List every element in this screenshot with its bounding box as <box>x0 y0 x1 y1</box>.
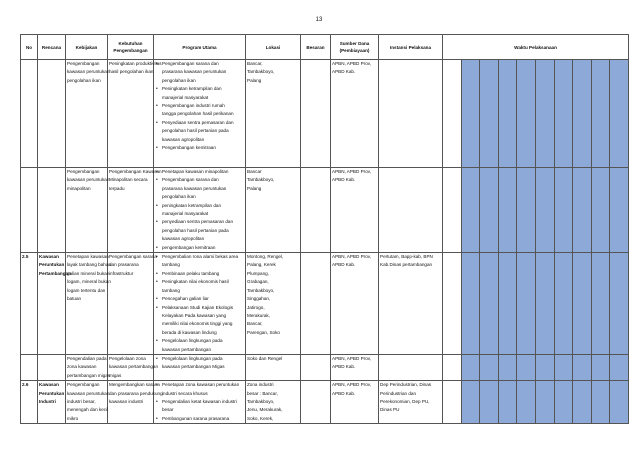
cell-kebijakan-line: Penetapan kawasan <box>67 254 109 260</box>
cell-kebutuhan-line: dan prasarana <box>109 262 139 268</box>
table-row <box>21 168 629 253</box>
cell-sumber <box>331 168 379 253</box>
cell-program <box>154 381 246 424</box>
cell-instansi-line: Kab.Dinas pertambangan <box>380 262 433 268</box>
schedule-cell-active <box>480 60 499 168</box>
cell-instansi <box>379 168 443 253</box>
header-sumber-line: (Pembiayaan) <box>339 48 370 53</box>
schedule-cell-empty <box>443 253 462 355</box>
program-item <box>155 415 244 423</box>
cell-lokasi-line: Bancar, <box>247 321 263 327</box>
schedule-cell-empty <box>443 60 462 168</box>
program-item-line: kawasan pertambangan <box>162 346 212 352</box>
schedule-cell-active <box>480 354 499 380</box>
program-item-line: • Pengembangan sarana dan <box>162 177 219 183</box>
cell-kebutuhan-line: kawasan pertambangan <box>109 364 159 370</box>
cell-rencana-line: Kawasan <box>39 382 59 388</box>
program-item <box>155 218 244 243</box>
schedule-cell-active <box>517 253 536 355</box>
cell-lokasi-line: Parengan, Soko <box>247 329 280 335</box>
schedule-cell-active <box>610 168 629 253</box>
program-item-line: • pengembangan kemitraan <box>162 244 216 250</box>
table-row <box>21 354 629 380</box>
cell-sumber-line: APBN, APBD Prov, <box>332 61 371 66</box>
program-item-line: industri secara khusus <box>162 390 208 396</box>
schedule-cell-active <box>535 60 554 168</box>
schedule-cell-active <box>498 253 517 355</box>
cell-kebijakan-line: logam tertentu dan <box>67 287 106 293</box>
program-item <box>155 244 244 252</box>
program-item <box>155 176 244 201</box>
program-item <box>155 337 244 354</box>
cell-besaran <box>301 253 331 355</box>
cell-rencana-line: Pertambangan <box>39 270 71 276</box>
schedule-cell-active <box>461 381 480 424</box>
cell-kebutuhan-line: terpadu <box>109 185 125 191</box>
program-item <box>155 102 244 119</box>
cell-kebijakan-line: menengah dan kecil <box>67 407 109 413</box>
cell-kebijakan-line: kawasan peruntukan <box>67 177 110 183</box>
table-row <box>21 60 629 168</box>
schedule-cell-active <box>591 381 610 424</box>
cell-kebutuhan-line: Mengembangkan sarana <box>109 382 160 388</box>
schedule-cell-active <box>517 60 536 168</box>
cell-lokasi <box>246 381 301 424</box>
header-kebutuhan-line: Kebutuhan <box>118 41 143 46</box>
program-list <box>155 60 244 152</box>
schedule-cell-active <box>517 354 536 380</box>
cell-instansi <box>379 381 443 424</box>
cell-sumber-line: APBD Kab. <box>332 262 356 268</box>
program-item-line: prasarana kawasan peruntukan <box>162 69 227 75</box>
schedule-cell-active <box>498 168 517 253</box>
program-item-line: tambang <box>162 287 180 293</box>
cell-sumber-line: APBD Kab. <box>332 364 356 370</box>
program-item-line: tambang <box>162 262 180 268</box>
cell-kebijakan-line: zona kawasan <box>67 364 97 370</box>
schedule-cell-active <box>498 381 517 424</box>
cell-kebutuhan-line: Peningkatan produktivitas <box>109 61 162 66</box>
cell-kebijakan <box>66 168 108 253</box>
cell-lokasi-line: Palang <box>247 77 262 83</box>
cell-kebutuhan <box>108 354 159 380</box>
program-list <box>155 355 244 372</box>
program-item <box>155 85 244 102</box>
schedule-cell-active <box>498 60 517 168</box>
cell-no <box>21 60 38 168</box>
program-item-line: pengolahan hasil pertanian pada <box>162 227 229 233</box>
header-kebijakan: Kebijakan <box>66 35 108 60</box>
cell-sumber <box>331 253 379 355</box>
program-item-line: manajerial masyarakat <box>162 211 209 217</box>
schedule-cell-active <box>480 253 499 355</box>
program-item <box>155 270 244 278</box>
schedule-cell-active <box>554 60 573 168</box>
program-item-line: • Penyediaan sentra pemasaran dan <box>162 119 234 125</box>
cell-rencana <box>38 60 66 168</box>
cell-kebijakan-line: layak tambang bahan <box>67 262 111 268</box>
program-item-line: • Pencegahan galian liar <box>162 296 209 302</box>
program-item-line: • Peningkatan nilai ekonomis hasil <box>162 279 229 285</box>
cell-lokasi-line: Jenu, Merakurak, <box>247 407 283 413</box>
cell-rencana <box>38 168 66 253</box>
program-item-line: • Pengelolaan lingkungan pada <box>162 338 223 344</box>
cell-instansi-line: Dinas PU <box>380 407 400 413</box>
cell-kebutuhan-line: kawasan industri <box>109 398 144 404</box>
cell-lokasi-line: Jatirogo, <box>247 304 265 310</box>
program-item-line: • Peningkatan ketrampilan dan <box>162 86 222 92</box>
schedule-cell-active <box>498 354 517 380</box>
cell-program <box>154 354 246 380</box>
cell-lokasi-line: Plumpang, <box>247 270 269 276</box>
cell-rencana <box>38 354 66 380</box>
schedule-cell-active <box>573 253 592 355</box>
cell-lokasi-line: Palang <box>247 185 262 191</box>
cell-kebijakan-line: batuan <box>67 296 82 302</box>
schedule-cell-active <box>573 168 592 253</box>
program-item-line: kawasan agropolitan <box>162 236 205 242</box>
schedule-cell-active <box>573 354 592 380</box>
cell-instansi-line: Perindustrian dan <box>380 390 417 396</box>
program-table <box>20 34 629 424</box>
schedule-cell-active <box>461 253 480 355</box>
cell-kebijakan <box>66 253 111 355</box>
cell-sumber <box>331 381 379 424</box>
cell-lokasi-line: Tambakboyo, <box>247 398 275 404</box>
cell-lokasi <box>246 253 301 355</box>
cell-lokasi-line: Palang, Kerek <box>247 262 276 268</box>
schedule-cell-active <box>535 253 554 355</box>
cell-besaran <box>301 168 331 253</box>
cell-kebutuhan-line: migas <box>109 372 122 378</box>
cell-program <box>154 60 246 168</box>
cell-kebijakan <box>66 60 108 168</box>
cell-lokasi-line: Tambakboyo, <box>247 177 275 183</box>
header-besaran: Besaran <box>301 35 331 60</box>
page-number: 13 <box>315 17 323 23</box>
cell-kebijakan-line: industri besar, <box>67 398 96 404</box>
program-item <box>155 278 244 295</box>
schedule-cell-active <box>610 253 629 355</box>
schedule-cell-active <box>591 354 610 380</box>
cell-kebijakan-line: kawasan peruntukan <box>67 69 110 75</box>
schedule-cell-active <box>535 354 554 380</box>
program-item-line: Kelayakan Pada kawasan yang <box>162 312 227 318</box>
cell-lokasi-line: Montong, Rengel, <box>247 254 284 260</box>
schedule-cell-active <box>535 381 554 424</box>
program-item-line: pengolahan hasil pertanian pada <box>162 128 229 134</box>
cell-rencana <box>38 253 71 355</box>
program-item-line: • Pengembalian rona alami bekas area <box>162 254 239 260</box>
cell-besaran <box>301 354 331 380</box>
program-item-line: memiliki nilai ekonomis tinggi yang <box>162 321 233 327</box>
cell-kebijakan-line: minapolitan <box>67 185 91 191</box>
cell-kebijakan-line: Pengembangan <box>67 61 100 66</box>
schedule-cell-empty <box>443 381 462 424</box>
schedule-cell-active <box>610 354 629 380</box>
program-item <box>155 253 244 270</box>
program-item-line: • Penetapan kawasan minapolitan <box>162 169 229 174</box>
program-item-line: kawasan pertambangan Migas <box>162 364 225 370</box>
cell-kebutuhan <box>108 168 162 253</box>
schedule-cell-active <box>554 168 573 253</box>
program-item-line: • Pengendalian ketat kawasan industri <box>162 398 237 404</box>
cell-rencana-line: Peruntukan <box>39 262 65 268</box>
header-sumber-line: Sumber Dana <box>339 41 370 46</box>
cell-no: 2.5 <box>21 253 38 355</box>
program-list <box>155 253 244 354</box>
cell-kebijakan-line: pengolahan ikan <box>67 77 101 83</box>
header-waktu: Waktu Pelaksanaan <box>443 35 629 60</box>
schedule-cell-active <box>517 168 536 253</box>
cell-sumber <box>331 60 379 168</box>
schedule-cell-active <box>573 381 592 424</box>
program-item-line: • Pelaksanaan Studi Kajian Ekologis <box>162 304 233 310</box>
cell-lokasi <box>246 168 301 253</box>
program-item-line: • Pengembangan industri rumah <box>162 103 225 109</box>
header-kebutuhan-line: Pengembangan <box>113 48 148 53</box>
table-row <box>21 253 629 355</box>
cell-lokasi-line: Tambakboyo, <box>247 69 275 75</box>
program-item-line: • Pengembangan sarana dan <box>162 61 219 66</box>
schedule-cell-active <box>554 381 573 424</box>
program-item-line: • Pengelolaan lingkungan pada <box>162 355 223 361</box>
program-item-line: tangga pengolahan hasil perikanan <box>162 111 234 117</box>
cell-instansi <box>379 253 443 355</box>
cell-sumber-line: APBD Kab. <box>332 69 356 75</box>
cell-lokasi-line: Bancar, <box>247 61 263 66</box>
schedule-cell-active <box>480 168 499 253</box>
cell-instansi <box>379 60 443 168</box>
cell-rencana-line: Peruntukan <box>39 390 65 396</box>
cell-kebijakan-line: mikro <box>67 415 79 421</box>
cell-kebutuhan <box>108 60 162 168</box>
schedule-cell-active <box>610 381 629 424</box>
cell-kebutuhan <box>108 253 157 355</box>
schedule-cell-active <box>554 354 573 380</box>
cell-lokasi-line: Soko, Kerek, <box>247 415 274 421</box>
cell-sumber-line: APBN, APBD Prov, <box>332 382 371 388</box>
program-item <box>155 295 244 303</box>
program-list <box>155 168 244 252</box>
cell-no <box>21 354 38 380</box>
cell-instansi-line: Pertutam, Bapp-kab, BPN <box>380 254 433 260</box>
cell-lokasi-line: besar : Bancar, <box>247 390 278 396</box>
header-program: Program Utama <box>154 35 246 60</box>
cell-lokasi-line: Zona industri <box>247 382 274 388</box>
cell-program <box>154 168 246 253</box>
program-item-line: • Pengembangan kemitraan <box>162 145 216 151</box>
program-item-line: pengolahan ikan <box>162 194 196 200</box>
schedule-cell-active <box>517 381 536 424</box>
schedule-cell-active <box>480 381 499 424</box>
cell-kebijakan <box>66 381 108 424</box>
schedule-cell-active <box>461 60 480 168</box>
program-list <box>155 381 244 423</box>
program-item-line: manajerial masyarakat <box>162 94 209 100</box>
cell-lokasi-line: Soko dan Rengel <box>247 355 283 361</box>
cell-kebijakan-line: kawasan peruntukan <box>67 390 110 396</box>
cell-program <box>154 253 246 355</box>
header-sumber <box>331 35 379 60</box>
cell-no: 2.6 <box>21 381 38 424</box>
program-item-line: • Pembangunan sarana prasarana <box>162 415 230 421</box>
schedule-cell-active <box>591 60 610 168</box>
program-item-line: kawasan agropolitan <box>162 136 205 142</box>
cell-kebijakan-line: pertambangan migas <box>67 372 111 378</box>
program-item-line: • penyediaan sentra pemasaran dan <box>162 219 233 225</box>
schedule-cell-active <box>591 168 610 253</box>
program-item <box>155 355 244 372</box>
program-item-line: • Pembinaan pelaku tambang <box>162 270 220 276</box>
schedule-cell-active <box>554 253 573 355</box>
schedule-cell-active <box>610 60 629 168</box>
cell-kebijakan-line: Pengembangan <box>67 382 100 388</box>
cell-besaran <box>301 60 331 168</box>
cell-rencana-line: Kawasan <box>39 254 59 260</box>
schedule-cell-empty <box>443 168 462 253</box>
program-item <box>155 119 244 144</box>
schedule-cell-active <box>461 168 480 253</box>
program-item-line: prasarana kawasan peruntukan <box>162 185 227 191</box>
header-no: No <box>21 35 38 60</box>
cell-sumber-line: APBD Kab. <box>332 177 356 183</box>
program-item <box>155 381 244 398</box>
header-instansi: Instansi Pelaksana <box>379 35 443 60</box>
program-item <box>155 144 244 152</box>
schedule-cell-empty <box>443 354 462 380</box>
table-body <box>21 60 629 424</box>
cell-instansi-line: Perekonomian, Dep PU, <box>380 398 430 404</box>
cell-kebutuhan-line: hasil pengolahan ikan <box>109 69 154 75</box>
table-row <box>21 381 629 424</box>
cell-lokasi <box>246 60 301 168</box>
program-item-line: • peningkatan ketrampilan dan <box>162 202 221 208</box>
cell-kebutuhan-line: Pengembangan Kawasan <box>109 169 162 174</box>
cell-no <box>21 168 38 253</box>
cell-kebijakan-line: Pengendalian pada <box>67 355 107 361</box>
program-item <box>155 202 244 219</box>
header-rencana: Rencana <box>38 35 66 60</box>
cell-kebutuhan <box>108 381 163 424</box>
program-item <box>155 168 244 176</box>
cell-kebutuhan-line: dan prasarana pendukung <box>109 390 163 396</box>
cell-kebijakan <box>66 354 111 380</box>
cell-rencana-line: Industri <box>39 398 56 404</box>
cell-lokasi-line: Merakurak, <box>247 312 270 318</box>
header-kebutuhan <box>108 35 154 60</box>
header-row <box>21 35 629 60</box>
cell-sumber-line: APBN, APBD Prov, <box>332 355 371 361</box>
schedule-cell-active <box>591 253 610 355</box>
cell-sumber-line: APBN, APBD Prov, <box>332 169 371 174</box>
cell-sumber <box>331 354 379 380</box>
cell-kebutuhan-line: Minapolitan secara <box>109 177 148 183</box>
cell-kebutuhan-line: infrastruktur <box>109 270 134 276</box>
cell-instansi <box>379 354 443 380</box>
program-item <box>155 398 244 415</box>
schedule-cell-active <box>535 168 554 253</box>
program-item-line: pengolahan ikan <box>162 77 196 83</box>
cell-sumber-line: APBN, APBD Prov, <box>332 254 371 260</box>
program-item-line: berada di kawasan lindung <box>162 329 217 335</box>
schedule-cell-active <box>461 354 480 380</box>
cell-rencana <box>38 381 66 424</box>
cell-kebutuhan-line: Pengembangan sarana <box>109 254 157 260</box>
cell-kebijakan-line: logam, mineral bukan <box>67 279 111 285</box>
program-item-line: besar <box>162 407 174 413</box>
cell-sumber-line: APBD Kab. <box>332 390 356 396</box>
program-item <box>155 60 244 85</box>
cell-besaran <box>301 381 331 424</box>
header-lokasi: Lokasi <box>246 35 301 60</box>
cell-kebijakan-line: galian mineral bukan <box>67 270 110 276</box>
program-item <box>155 304 244 338</box>
schedule-cell-active <box>573 60 592 168</box>
cell-kebijakan-line: Pengembangan <box>67 169 100 174</box>
cell-lokasi-line: Grabagan, <box>247 279 269 285</box>
cell-instansi-line: Dep Perindustrian, Dinas <box>380 382 432 388</box>
cell-lokasi-line: Bancar <box>247 169 262 174</box>
cell-lokasi <box>246 354 301 380</box>
program-item-line: • Penetapan zona kawasan peruntukan <box>162 382 240 388</box>
cell-lokasi-line: Singgahan, <box>247 296 271 302</box>
cell-kebutuhan-line: Pengelolaan zona <box>109 355 146 361</box>
cell-lokasi-line: Tambakboyo, <box>247 287 275 293</box>
